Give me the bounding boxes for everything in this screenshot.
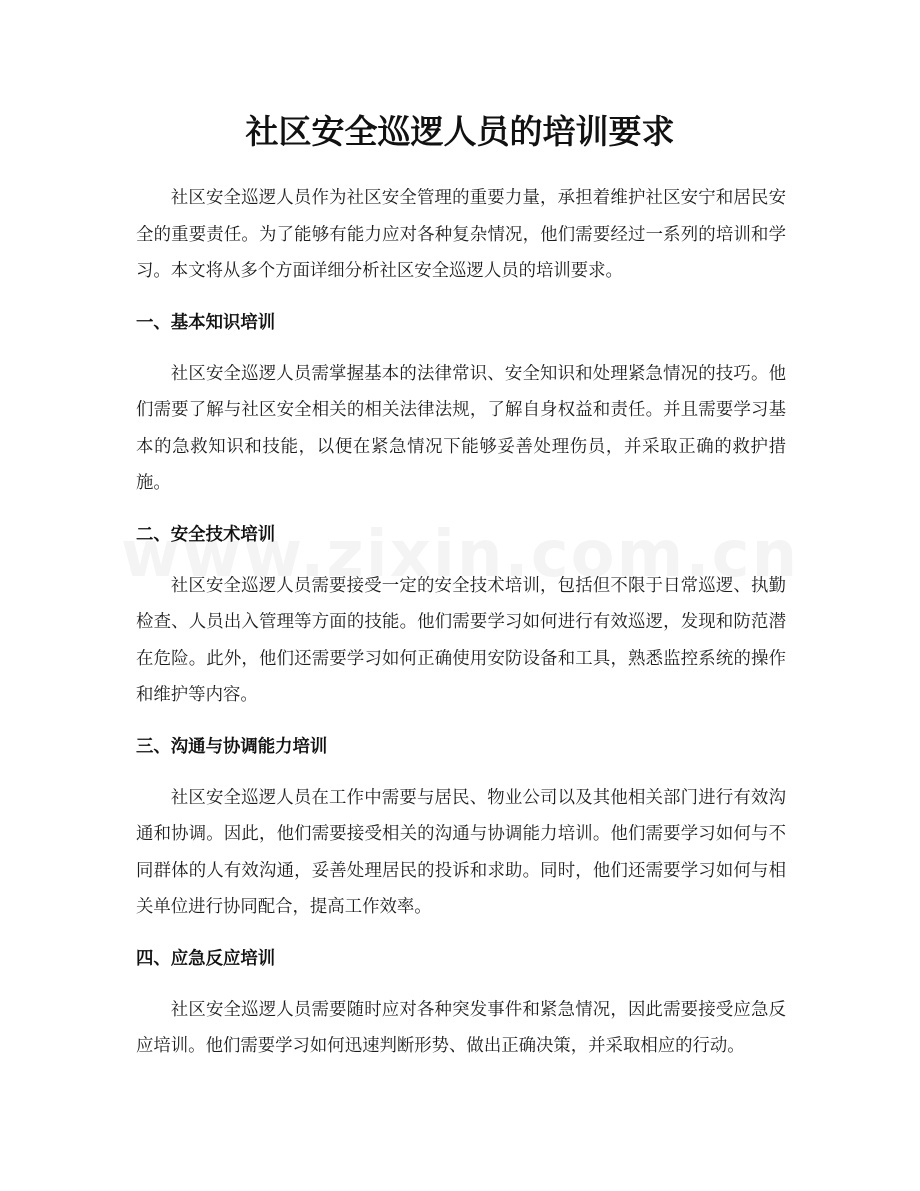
section-heading: 二、安全技术培训 xyxy=(136,524,276,545)
section-emergency-response xyxy=(136,941,786,1065)
document-body xyxy=(136,180,786,1080)
document-title: 社区安全巡逻人员的培训要求 xyxy=(245,112,675,151)
section-communication xyxy=(136,729,786,926)
section-heading: 三、沟通与协调能力培训 xyxy=(136,736,328,757)
section-safety-technology xyxy=(136,517,786,714)
section-paragraph: 社区安全巡逻人员需要接受一定的安全技术培训，包括但不限于日常巡逻、执勤检查、人员出入管理等方面的技能。他们需要学习如何进行有效巡逻，发现和防范潜在危险。此外，他们还需要学习如何正确使用安防设备和工具，熟悉监控系统的操作和维护等内容。 xyxy=(136,575,786,705)
section-heading: 四、应急反应培训 xyxy=(136,948,276,969)
section-paragraph: 社区安全巡逻人员在工作中需要与居民、物业公司以及其他相关部门进行有效沟通和协调。因此，他们需要接受相关的沟通与协调能力培训。他们需要学习如何与不同群体的人有效沟通，妥善处理居民的投诉和求助。同时，他们还需要学习如何与相关单位进行协同配合，提高工作效率。 xyxy=(136,787,786,917)
section-basic-knowledge xyxy=(136,305,786,502)
section-paragraph: 社区安全巡逻人员需掌握基本的法律常识、安全知识和处理紧急情况的技巧。他们需要了解与社区安全相关的相关法律法规，了解自身权益和责任。并且需要学习基本的急救知识和技能，以便在紧急情况下能够妥善处理伤员，并采取正确的救护措施。 xyxy=(136,363,786,493)
section-paragraph: 社区安全巡逻人员需要随时应对各种突发事件和紧急情况，因此需要接受应急反应培训。他们需要学习如何迅速判断形势、做出正确决策，并采取相应的行动。 xyxy=(136,999,786,1056)
section-heading: 一、基本知识培训 xyxy=(136,312,276,333)
intro-paragraph: 社区安全巡逻人员作为社区安全管理的重要力量，承担着维护社区安宁和居民安全的重要责任。为了能够有能力应对各种复杂情况，他们需要经过一系列的培训和学习。本文将从多个方面详细分析社区安全巡逻人员的培训要求。 xyxy=(136,188,786,281)
